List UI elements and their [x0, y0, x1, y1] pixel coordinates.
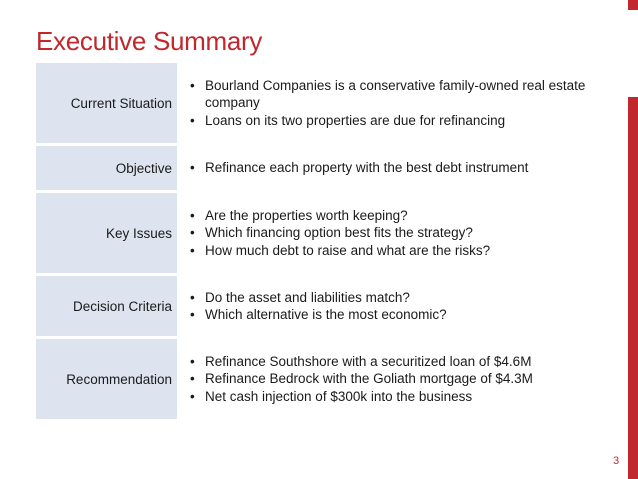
- row-label: Key Issues: [36, 193, 177, 273]
- bullet-dot-icon: •: [190, 160, 195, 176]
- summary-table: [36, 63, 616, 422]
- bullet-dot-icon: •: [190, 112, 195, 128]
- bullet-item: • Are the properties worth keeping?: [190, 207, 408, 223]
- row-label: Objective: [36, 146, 177, 190]
- row-body: [177, 207, 616, 260]
- bullet-item: • Refinance Bedrock with the Goliath mortgage of $4.3M: [190, 371, 533, 387]
- accent-bar-right: [628, 97, 638, 479]
- row-label: Recommendation: [36, 339, 177, 419]
- bullet-item: • Which alternative is the most economic?: [190, 307, 447, 322]
- bullet-dot-icon: •: [190, 371, 195, 387]
- row-body: [177, 353, 616, 406]
- bullet-dot-icon: •: [190, 289, 195, 305]
- bullet-item: • How much debt to raise and what are the risks?: [190, 242, 491, 258]
- bullet-dot-icon: •: [190, 307, 195, 322]
- row-label: Current Situation: [36, 63, 177, 143]
- bullet-dot-icon: •: [190, 207, 195, 223]
- bullet-list: [190, 353, 616, 406]
- bullet-dot-icon: •: [190, 353, 195, 369]
- row-objective: [36, 146, 616, 193]
- slide-title: Executive Summary: [36, 26, 263, 56]
- bullet-item: • Net cash injection of $300k into the business: [190, 388, 473, 404]
- row-recommendation: [36, 339, 616, 422]
- bullet-item: • Bourland Companies is a conservative family-owned real estate company: [190, 77, 586, 111]
- accent-bar-top: [628, 0, 638, 10]
- bullet-list: [190, 207, 616, 260]
- row-body: [177, 159, 616, 177]
- bullet-item: • Do the asset and liabilities match?: [190, 289, 410, 305]
- row-current-situation: [36, 63, 616, 146]
- bullet-dot-icon: •: [190, 388, 195, 404]
- page-number: 3: [613, 455, 620, 467]
- bullet-dot-icon: •: [190, 225, 195, 241]
- row-body: [177, 77, 616, 130]
- bullet-list: [190, 289, 616, 324]
- row-label: Decision Criteria: [36, 276, 177, 336]
- bullet-list: [190, 77, 616, 130]
- bullet-item: • Refinance each property with the best debt instrument: [190, 160, 529, 176]
- row-decision-criteria: [36, 276, 616, 339]
- row-key-issues: [36, 193, 616, 276]
- bullet-item: • Loans on its two properties are due for refinancing: [190, 112, 506, 128]
- bullet-list: [190, 159, 616, 177]
- row-body: [177, 289, 616, 324]
- bullet-item: • Refinance Southshore with a securitized loan of $4.6M: [190, 353, 532, 369]
- bullet-dot-icon: •: [190, 242, 195, 258]
- bullet-item: • Which financing option best fits the strategy?: [190, 225, 473, 241]
- bullet-dot-icon: •: [190, 77, 195, 93]
